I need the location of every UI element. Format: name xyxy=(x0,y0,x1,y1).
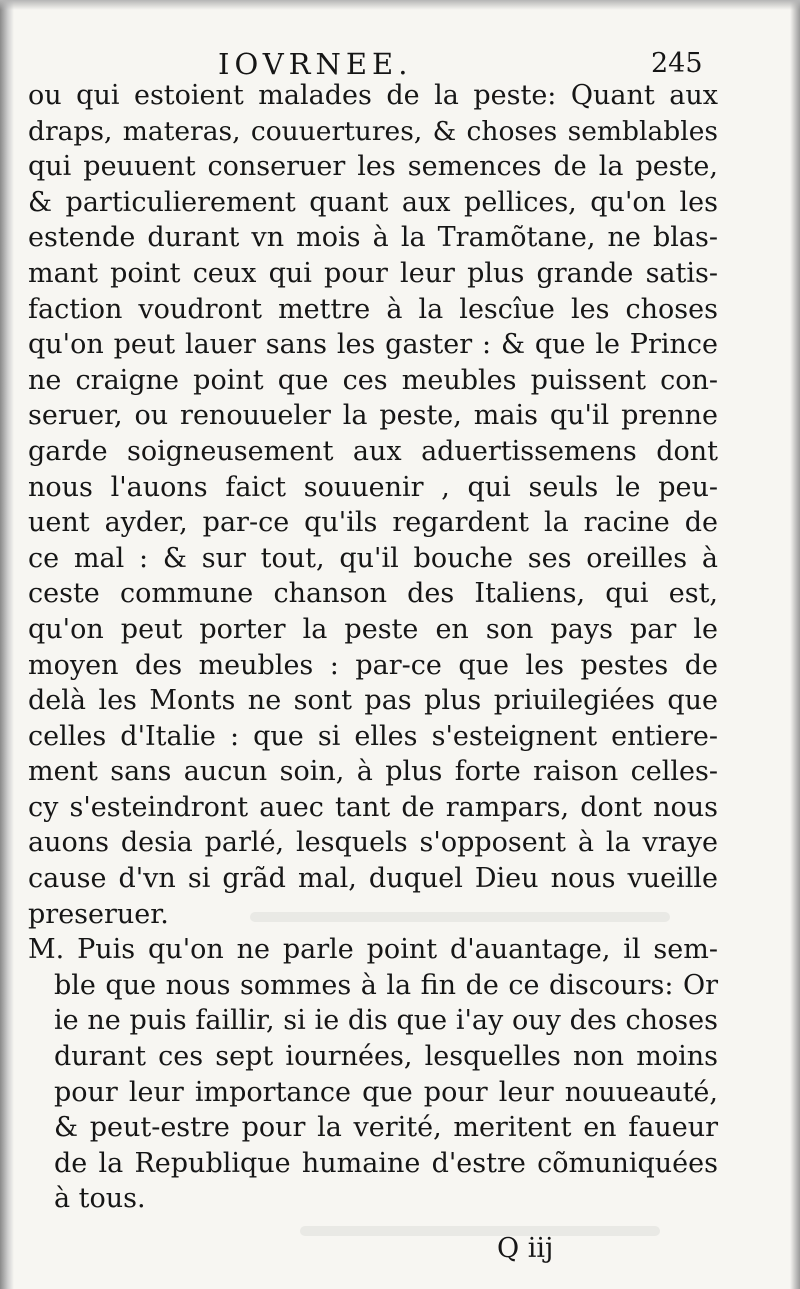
text-line: ceste commune chanson des Italiens, qui est, xyxy=(28,578,718,610)
bleed-through-mark xyxy=(300,1226,660,1236)
text-line: delà les Monts ne sont pas plus priuilegiées que xyxy=(28,685,718,717)
text-line: preseruer. xyxy=(28,898,169,930)
text-line: moyen des meubles : par-ce que les pestes de xyxy=(28,649,718,681)
text-line: faction voudront mettre à la lescîue les choses xyxy=(28,293,718,325)
text-line: celles d'Italie : que si elles s'esteignent entiere- xyxy=(28,720,718,752)
text-line: uent ayder, par-ce qu'ils regardent la racine de xyxy=(28,507,718,539)
text-line: estende durant vn mois à la Tramõtane, ne blas- xyxy=(28,222,718,254)
scan-edge-left xyxy=(0,0,14,1289)
running-title: IOVRNEE. xyxy=(218,47,413,81)
signature-mark: Q iij xyxy=(497,1233,554,1264)
text-line: M. Puis qu'on ne parle point d'auantage, il sem- xyxy=(28,934,718,966)
text-line: ce mal : & sur tout, qu'il bouche ses oreilles à xyxy=(28,542,718,574)
text-line: auons desia parlé, lesquels s'opposent à la vraye xyxy=(28,827,718,859)
text-line: mant point ceux qui pour leur plus grande satis- xyxy=(28,257,718,289)
text-line: ou qui estoient malades de la peste: Quant aux xyxy=(28,80,718,111)
scan-edge-top xyxy=(0,0,800,10)
text-line: nous l'auons faict souuenir , qui seuls le peu- xyxy=(28,471,718,503)
text-line: seruer, ou renouueler la peste, mais qu'il prenne xyxy=(28,400,718,432)
text-line: qui peuuent conseruer les semences de la peste, xyxy=(28,151,718,183)
text-line: & particulierement quant aux pellices, qu'on les xyxy=(28,186,718,218)
text-line: à tous. xyxy=(54,1183,146,1215)
scan-edge-right xyxy=(790,0,800,1289)
text-line: durant ces sept iournées, lesquelles non moins xyxy=(54,1041,718,1073)
text-body xyxy=(28,78,718,1217)
text-line: cause d'vn si grãd mal, duquel Dieu nous vueille xyxy=(28,863,718,895)
text-line: cy s'esteindront auec tant de rampars, dont nous xyxy=(28,791,718,823)
text-line: de la Republique humaine d'estre cõmuniquées xyxy=(54,1147,718,1179)
text-line: pour leur importance que pour leur nouueauté, xyxy=(54,1076,718,1108)
text-line: qu'on peut lauer sans les gaster : & que le Prince xyxy=(28,329,718,361)
text-line: garde soigneusement aux aduertissemens dont xyxy=(28,435,718,467)
text-line: ble que nous sommes à la fin de ce discours: Or xyxy=(54,969,718,1001)
page-number: 245 xyxy=(651,48,703,79)
text-line: & peut-estre pour la verité, meritent en faueur xyxy=(54,1112,718,1144)
text-line: qu'on peut porter la peste en son pays par le xyxy=(28,613,718,645)
text-line: ne craigne point que ces meubles puissent con- xyxy=(28,364,718,396)
text-line: ie ne puis faillir, si ie dis que i'ay ouy des choses xyxy=(54,1005,718,1037)
text-line: draps, materas, couuertures, & choses semblables xyxy=(28,115,718,147)
text-line: ment sans aucun soin, à plus forte raison celles- xyxy=(28,756,718,788)
